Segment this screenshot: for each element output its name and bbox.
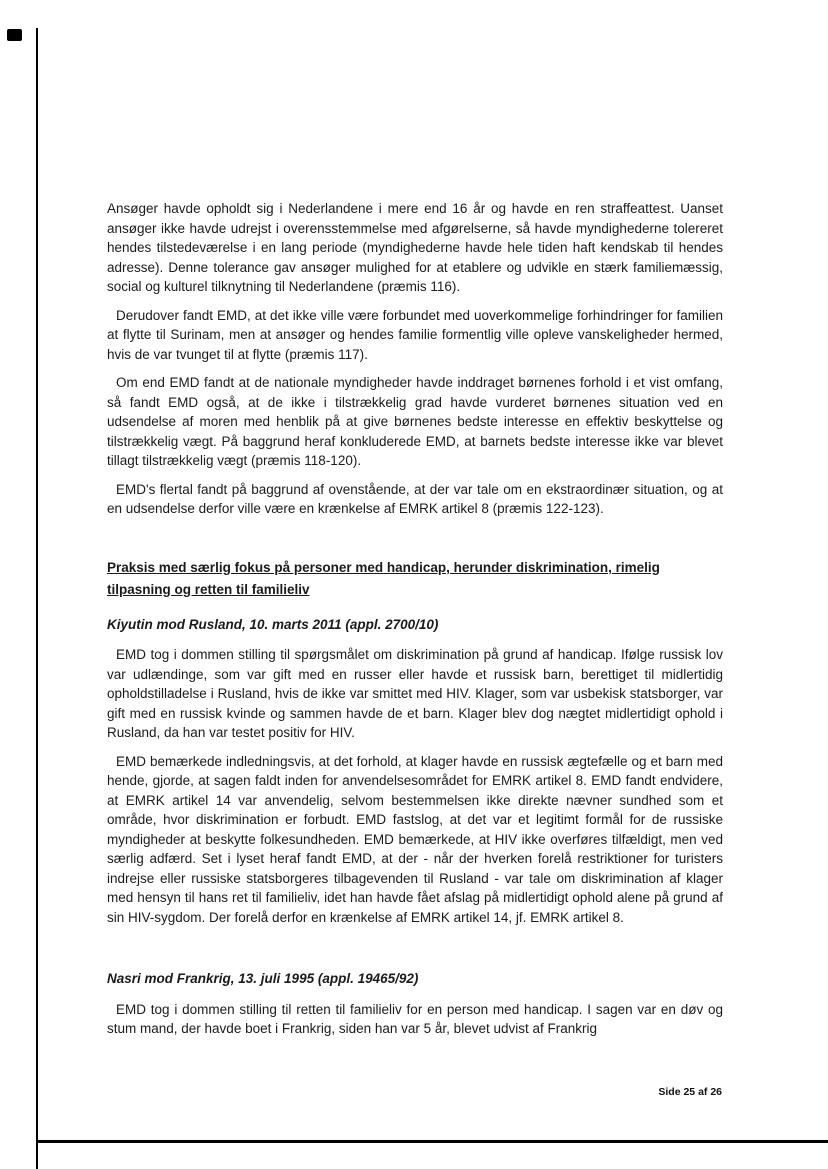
paragraph-case2-1: EMD tog i dommen stilling til retten til familieliv for en person med handicap. I sagen var en døv og stum mand, der havde boet i Frankrig, siden han var 5 år, blevet udvist af Frankrig xyxy=(107,1001,723,1036)
case-title-kiyutin: Kiyutin mod Rusland, 10. marts 2011 (appl. 2700/10) xyxy=(107,616,439,632)
case-title-nasri: Nasri mod Frankrig, 13. juli 1995 (appl. 19465/92) xyxy=(107,971,419,986)
scan-artifact-left-border xyxy=(36,28,38,1169)
scan-artifact-bottom-border xyxy=(36,1140,828,1143)
paragraph-intro-2: Derudover fandt EMD, at det ikke ville være forbundet med uoverkommelige forhindringer for familien at flytte til Surinam, men at ansøger og hendes familie formentlig ville opleve vanskeligheder hermed, hvis de var tvunget til at flytte (præmis 117). xyxy=(107,307,723,362)
paragraph-intro-3: Om end EMD fandt at de nationale myndigheder havde inddraget børnenes forhold i et vist omfang, så fandt EMD også, at de ikke i tilstrækkelig grad havde vurderet børnenes situation ved en udsendelse af moren med henblik på at give børnenes bedste interesse en effektiv beskyttelse og tilstrækkelig vægt. På baggrund heraf konkluderede EMD, at barnets bedste interesse ikke var blevet tillagt tilstrækkelig vægt (præmis 118-120). xyxy=(107,375,723,468)
paragraph-intro-1: Ansøger havde opholdt sig i Nederlandene i mere end 16 år og havde en ren straffeattest. Uanset ansøger ikke havde udrejst i overensstemmelse med afgørelserne, så havde myndighederne tolereret hendes tilstedeværelse i en lang periode (myndighederne havde hele tiden haft kendskab til hendes adresse). Denne tolerance gav ansøger mulighed for at etablere og udvikle en stærk familiemæssig, social og kulturel tilknytning til Nederlandene (præmis 116). xyxy=(107,201,723,294)
scan-artifact-corner xyxy=(7,29,22,41)
paragraph-intro-4: EMD's flertal fandt på baggrund af ovenstående, at der var tale om en ekstraordinær situation, og at en udsendelse derfor ville være en krænkelse af EMRK artikel 8 (præmis 122-123). xyxy=(107,481,723,516)
page-number: Side 25 af 26 xyxy=(658,1086,722,1098)
section-heading: Praksis med særlig fokus på personer med handicap, herunder diskrimination, rimelig tilpasning og retten til familieliv xyxy=(107,559,660,597)
document-body xyxy=(107,199,723,1048)
paragraph-case1-2: EMD bemærkede indledningsvis, at det forhold, at klager havde en russisk ægtefælle og et barn med hende, gjorde, at sagen faldt inden for anvendelsesområdet for EMRK artikel 8. EMD fandt endvidere, at EMRK artikel 14 var anvendelig, selvom bestemmelsen ikke direkte nævner sundhed som et område, hvor diskrimination er forbudt. EMD fastslog, at det var et legitimt formål for de russiske myndigheder at beskytte folkesundheden. EMD bemærkede, at HIV ikke overføres tilfældigt, men ved særlig adfærd. Set i lyset heraf fandt EMD, at der - når der hverken forelå restriktioner for turisters indrejse eller russiske statsborgeres tilbagevenden til Rusland - var tale om diskrimination af klager med hensyn til hans ret til familieliv, idet han havde fået afslag på midlertidigt ophold alene på grund af sin HIV-sygdom. Der forelå derfor en krænkelse af EMRK artikel 14, jf. EMRK artikel 8. xyxy=(107,753,723,925)
paragraph-case1-1: EMD tog i dommen stilling til spørgsmålet om diskrimination på grund af handicap. Ifølge russisk lov var udlændinge, som var gift med en russer eller havde et russisk barn, berettiget til midlertidig opholdstilladelse i Rusland, hvis de ikke var smittet med HIV. Klager, som var usbekisk statsborger, var gift med en russisk kvinde og sammen havde de et barn. Klager blev dog nægtet midlertidigt ophold i Rusland, da han var testet positiv for HIV. xyxy=(107,647,723,740)
